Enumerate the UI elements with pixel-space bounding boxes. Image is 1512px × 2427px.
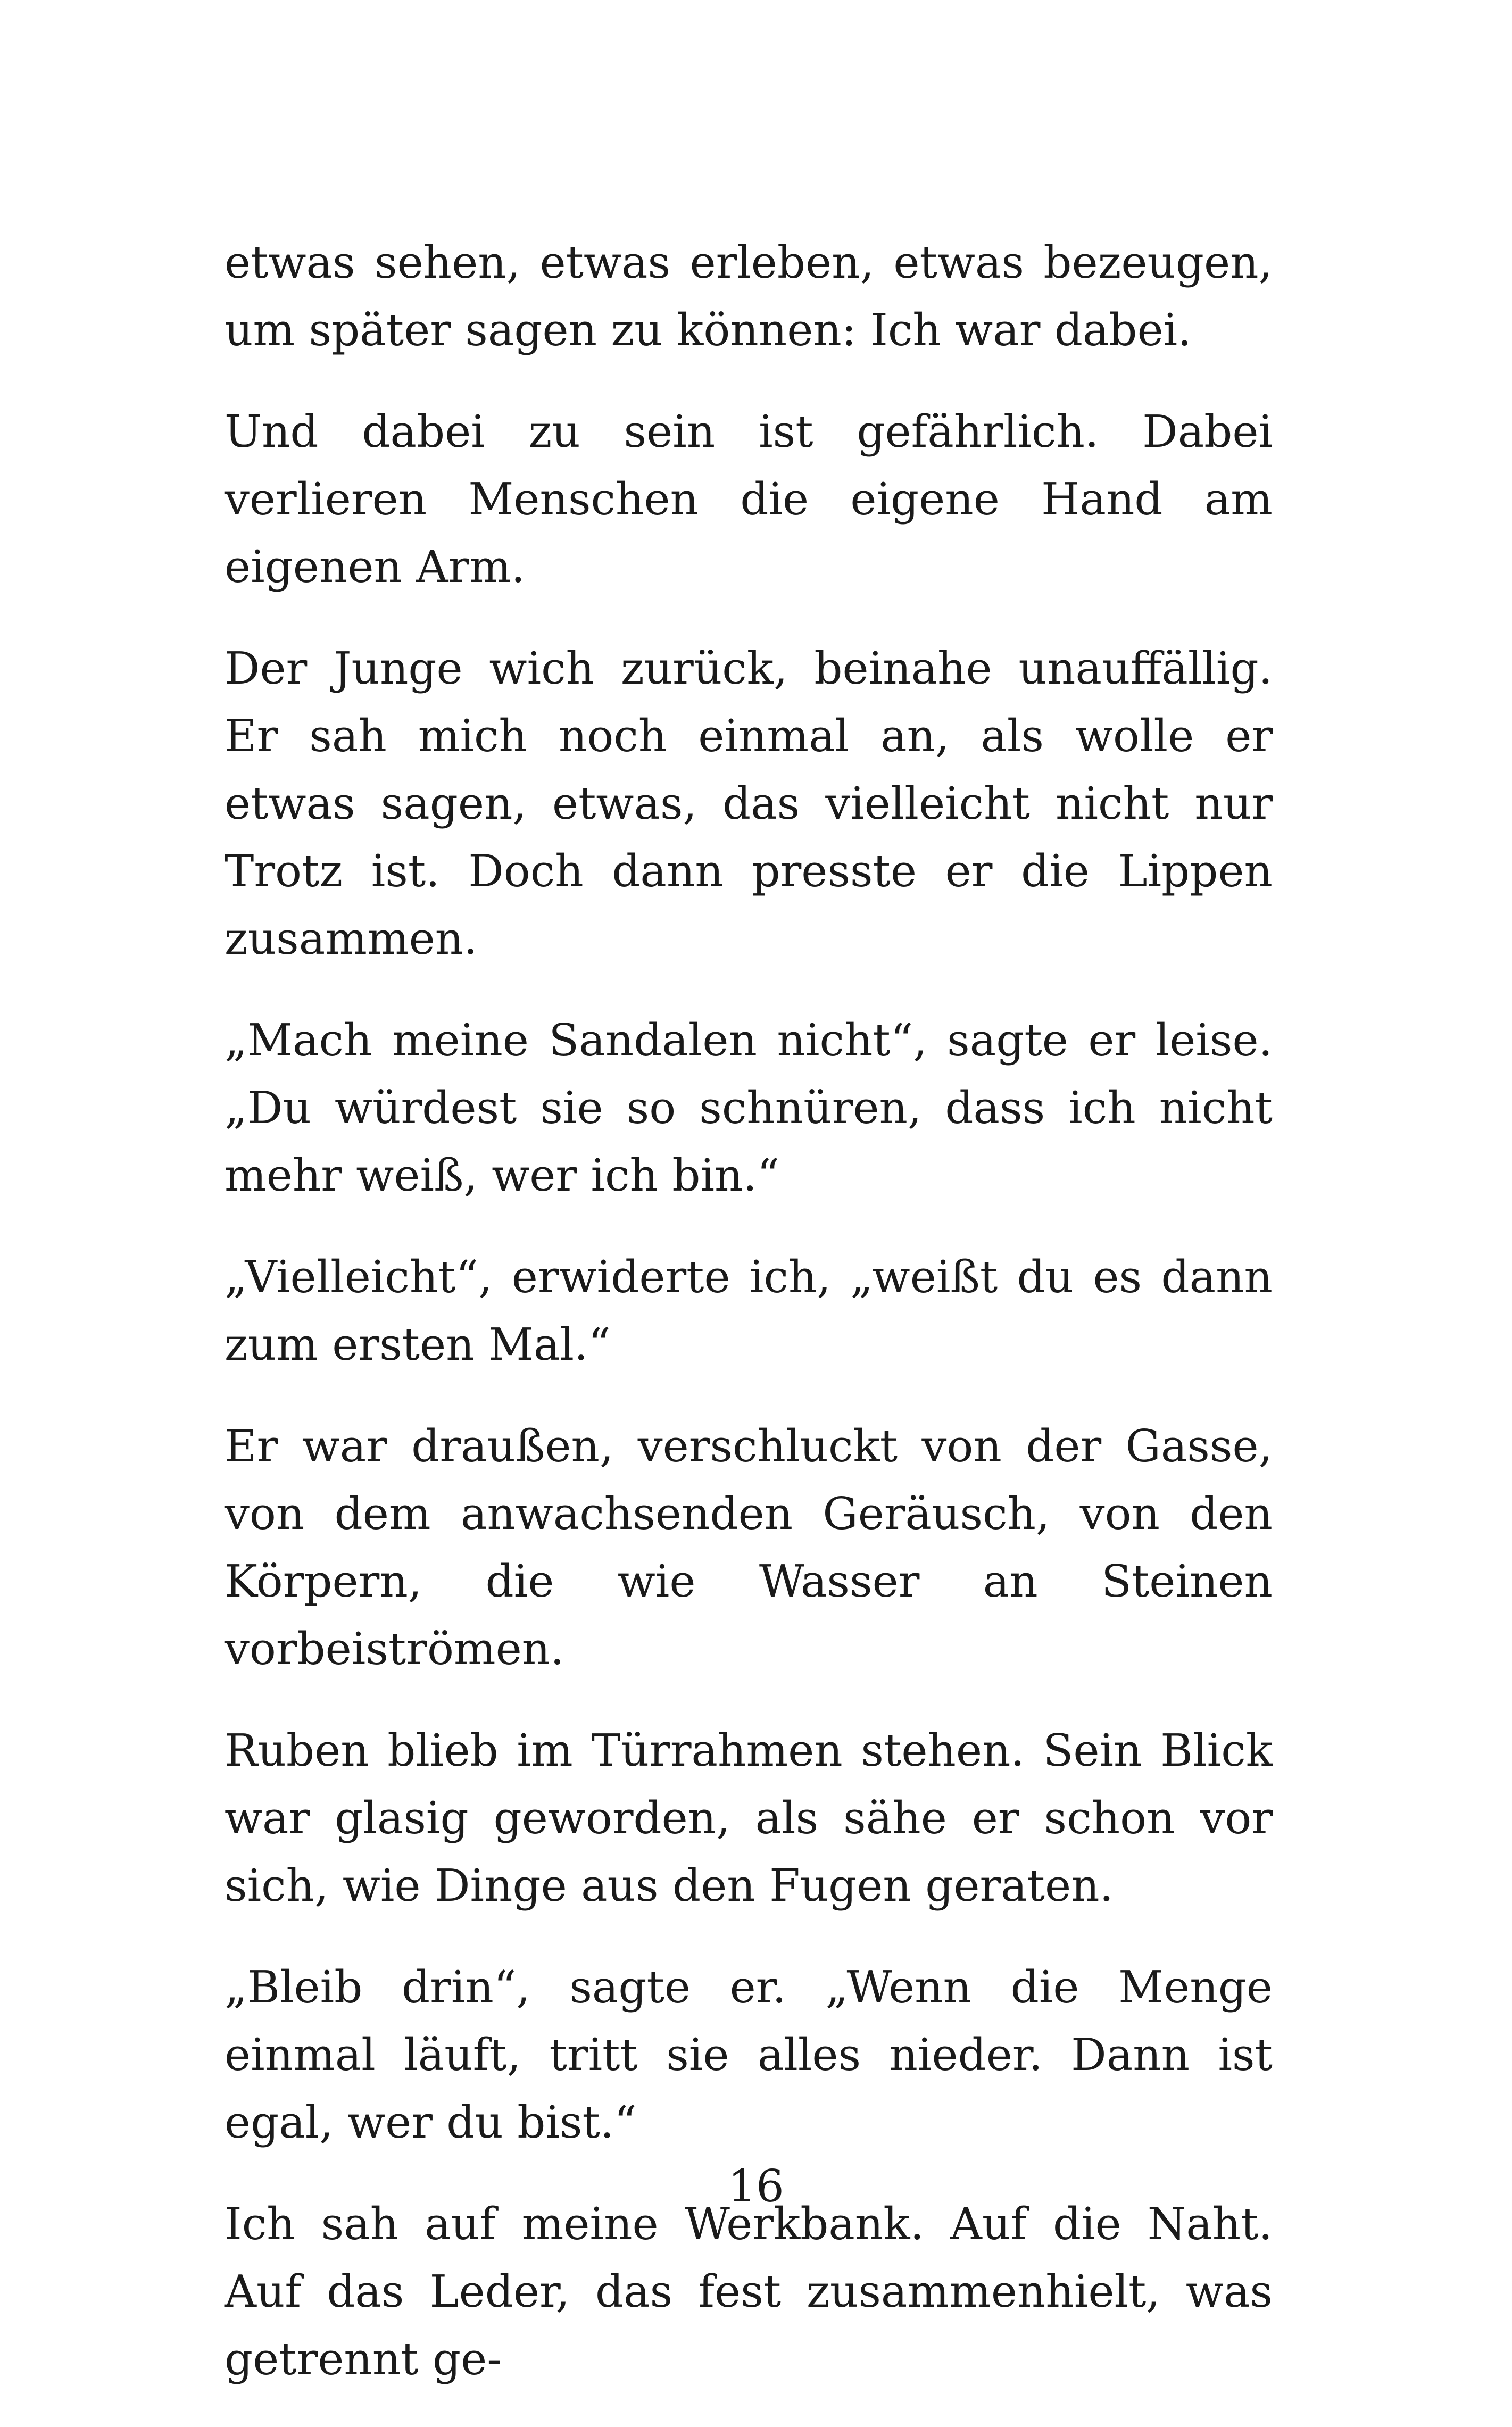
paragraph: Er war draußen, verschluckt von der Gasse, von dem anwachsenden Geräusch, von den Körpern, die wie Wasser an Steinen vorbeiströmen.: [225, 1420, 1273, 1675]
paragraph: Und dabei zu sein ist gefährlich. Dabei verlieren Menschen die eigene Hand am eigenen Arm.: [225, 406, 1273, 593]
paragraph: Ruben blieb im Türrahmen stehen. Sein Blick war glasig geworden, als sähe er schon vor sich, wie Dinge aus den Fugen geraten.: [225, 1725, 1273, 1911]
paragraph: „Mach meine Sandalen nicht“, sagte er leise. „Du würdest sie so schnüren, dass ich nicht mehr weiß, wer ich bin.“: [225, 1015, 1273, 1201]
paragraph: Ich sah auf meine Werkbank. Auf die Naht. Auf das Leder, das fest zusammenhielt, was getrennt ge-: [225, 2198, 1273, 2385]
paragraph: „Vielleicht“, erwiderte ich, „weißt du es dann zum ersten Mal.“: [225, 1251, 1273, 1370]
paragraph: etwas sehen, etwas erleben, etwas bezeugen, um später sagen zu können: Ich war dabei.: [225, 237, 1273, 356]
paragraph: „Bleib drin“, sagte er. „Wenn die Menge einmal läuft, tritt sie alles nieder. Dann ist egal, wer du bist.“: [225, 1961, 1273, 2148]
page-number: 16: [728, 2160, 784, 2212]
body-text: [225, 229, 1273, 2427]
paragraph: Der Junge wich zurück, beinahe unauffällig. Er sah mich noch einmal an, als wolle er etwas sagen, etwas, das vielleicht nicht nur Trotz ist. Doch dann presste er die Lippen zusammen.: [225, 643, 1273, 965]
